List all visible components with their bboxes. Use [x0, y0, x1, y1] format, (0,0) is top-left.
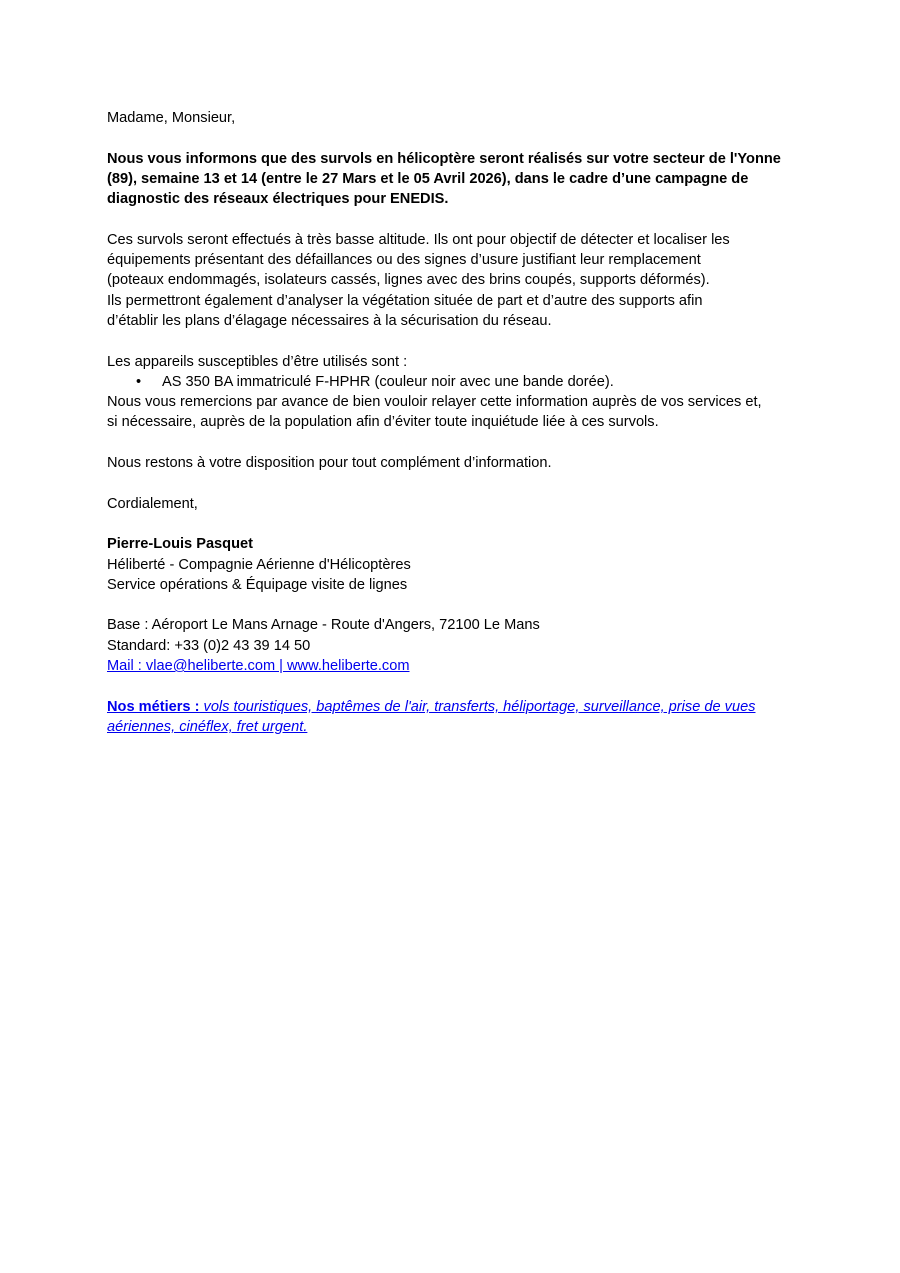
- trades-text: vols touristiques, baptêmes de l'air, transferts, héliportage, surveillance, prise de vues: [199, 698, 756, 715]
- aircraft-item-text: AS 350 BA immatriculé F-HPHR (couleur noir avec une bande dorée).: [162, 373, 614, 390]
- aircraft-list: [107, 372, 807, 392]
- intro-line: (89), semaine 13 et 14 (entre le 27 Mars et le 05 Avril 2026), dans le cadre d’une campagne de: [107, 170, 749, 187]
- details-line: équipements présentant des défaillances ou des signes d’usure justifiant leur remplacement: [107, 252, 701, 269]
- signature-block: [107, 534, 807, 595]
- aircraft-section: [107, 352, 807, 433]
- trades-block: [107, 697, 807, 738]
- aircraft-intro: Les appareils susceptibles d’être utilisés sont :: [107, 353, 408, 370]
- trades-label: Nos métiers :: [107, 698, 200, 715]
- signature-company: Héliberté - Compagnie Aérienne d'Hélicoptères: [107, 556, 411, 573]
- details-paragraph: [107, 230, 807, 331]
- details-line: (poteaux endommagés, isolateurs cassés, lignes avec des brins coupés, supports déformés).: [107, 272, 710, 289]
- contact-block: [107, 615, 807, 676]
- details-line: Ces survols seront effectués à très basse altitude. Ils ont pour objectif de détecter et localiser les: [107, 231, 730, 248]
- bullet-icon: •: [136, 373, 142, 390]
- contact-base: Base : Aéroport Le Mans Arnage - Route d'Angers, 72100 Le Mans: [107, 617, 540, 634]
- trades-link[interactable]: [107, 697, 807, 738]
- availability-text: Nous restons à votre disposition pour tout complément d’information.: [107, 455, 552, 472]
- details-line: d’établir les plans d’élagage nécessaires à la sécurisation du réseau.: [107, 312, 552, 329]
- signature-name: Pierre-Louis Pasquet: [107, 536, 253, 553]
- greeting: Madame, Monsieur,: [107, 110, 236, 126]
- intro-line: Nous vous informons que des survols en hélicoptère seront réalisés sur votre secteur de l'Yonne: [107, 150, 781, 167]
- trades-text: aériennes, cinéflex, fret urgent.: [107, 718, 308, 735]
- request-line: Nous vous remercions par avance de bien vouloir relayer cette information auprès de vos services et,: [107, 394, 762, 411]
- intro-paragraph: [107, 149, 807, 210]
- contact-mail-link[interactable]: Mail : vlae@heliberte.com | www.heliberte.com: [107, 658, 410, 675]
- details-line: Ils permettront également d’analyser la végétation située de part et d’autre des supports afin: [107, 292, 703, 309]
- request-line: si nécessaire, auprès de la population afin d’éviter toute inquiétude liée à ces survols.: [107, 414, 659, 431]
- letter-body: [107, 108, 807, 737]
- intro-line: diagnostic des réseaux électriques pour ENEDIS.: [107, 191, 449, 208]
- list-item: [107, 372, 807, 392]
- signature-service: Service opérations & Équipage visite de lignes: [107, 576, 408, 593]
- contact-phone: Standard: +33 (0)2 43 39 14 50: [107, 637, 311, 654]
- closing-text: Cordialement,: [107, 495, 198, 512]
